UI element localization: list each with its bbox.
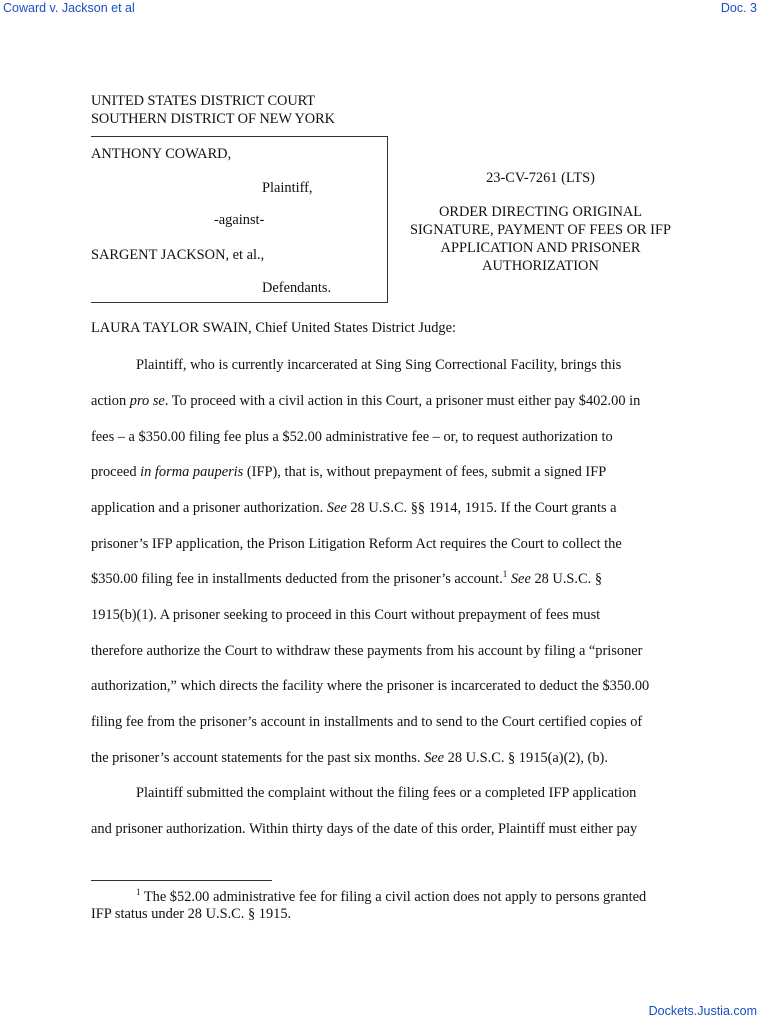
body-text: . To proceed with a civil action in this Court, a prisoner must either pay $402.00 in <box>164 393 641 409</box>
body-text: $350.00 filing fee in installments deducted from the prisoner’s account. <box>91 571 503 587</box>
body-line: Plaintiff, who is currently incarcerated at Sing Sing Correctional Facility, brings this <box>136 357 622 373</box>
footnote-marker: 1 <box>136 887 141 897</box>
body-text: 28 U.S.C. §§ 1914, 1915. If the Court grants a <box>346 500 617 516</box>
footnote-text: The $52.00 administrative fee for filing a civil action does not apply to persons granted <box>140 889 647 905</box>
caption-right-rule <box>387 136 388 303</box>
body-text: 28 U.S.C. § <box>530 571 603 587</box>
body-italic: pro se <box>129 393 165 409</box>
body-line: filing fee from the prisoner’s account in installments and to send to the Court certified copies of <box>91 714 643 730</box>
body-line <box>91 393 640 410</box>
body-italic: in forma pauperis <box>140 464 244 480</box>
body-text: the prisoner’s account statements for the past six months. <box>91 750 425 766</box>
defendant-name: SARGENT JACKSON, et al., <box>91 247 265 263</box>
body-line <box>91 571 602 588</box>
plaintiff-name: ANTHONY COWARD, <box>91 146 232 162</box>
order-title-line: AUTHORIZATION <box>482 258 599 274</box>
order-title-line: APPLICATION AND PRISONER <box>440 240 641 256</box>
body-text: 28 U.S.C. § 1915(a)(2), (b). <box>444 750 608 766</box>
order-title-line: ORDER DIRECTING ORIGINAL <box>438 204 643 220</box>
body-line: Plaintiff submitted the complaint without the filing fees or a completed IFP application <box>136 785 637 801</box>
body-line <box>91 464 606 481</box>
footnote-line <box>136 889 646 906</box>
body-line: authorization,” which directs the facility where the prisoner is incarcerated to deduct the $350.00 <box>91 678 650 694</box>
caption-bottom-rule <box>91 302 388 303</box>
body-italic: See <box>326 500 347 516</box>
body-line: fees – a $350.00 filing fee plus a $52.00 administrative fee – or, to request authorization to <box>91 429 613 445</box>
footnote-reference: 1 <box>502 569 508 579</box>
court-name-line2: SOUTHERN DISTRICT OF NEW YORK <box>91 110 335 127</box>
body-line <box>91 750 608 767</box>
body-text: proceed <box>91 464 141 480</box>
case-title-link[interactable]: Coward v. Jackson et al <box>3 1 135 15</box>
judge-line: LAURA TAYLOR SWAIN, Chief United States District Judge: <box>91 320 456 336</box>
body-line: prisoner’s IFP application, the Prison Litigation Reform Act requires the Court to collect the <box>91 536 622 552</box>
plaintiff-role: Plaintiff, <box>262 180 313 196</box>
body-line: therefore authorize the Court to withdraw these payments from his account by filing a “prisoner <box>91 643 643 659</box>
order-title <box>398 203 683 275</box>
body-text: application and a prisoner authorization. <box>91 500 327 516</box>
court-name <box>91 93 335 128</box>
against-label: -against- <box>214 212 265 228</box>
body-italic: See <box>507 571 531 587</box>
court-name-line1: UNITED STATES DISTRICT COURT <box>91 93 315 109</box>
body-text: (IFP), that is, without prepayment of fees, submit a signed IFP <box>243 464 607 480</box>
justia-footer-link[interactable]: Dockets.Justia.com <box>648 1004 757 1018</box>
body-italic: See <box>424 750 445 766</box>
defendant-role: Defendants. <box>262 280 332 296</box>
document-number-link[interactable]: Doc. 3 <box>720 1 757 15</box>
footnote-line: IFP status under 28 U.S.C. § 1915. <box>91 906 292 922</box>
body-line: 1915(b)(1). A prisoner seeking to proceed in this Court without prepayment of fees must <box>91 607 601 623</box>
case-number: 23-CV-7261 (LTS) <box>486 170 595 186</box>
body-line <box>91 500 617 517</box>
body-line: and prisoner authorization. Within thirty days of the date of this order, Plaintiff must either pay <box>91 821 638 837</box>
caption-top-rule <box>91 136 388 137</box>
order-title-line: SIGNATURE, PAYMENT OF FEES OR IFP <box>410 222 671 238</box>
footnote-separator <box>91 880 272 881</box>
body-text: action <box>91 393 130 409</box>
